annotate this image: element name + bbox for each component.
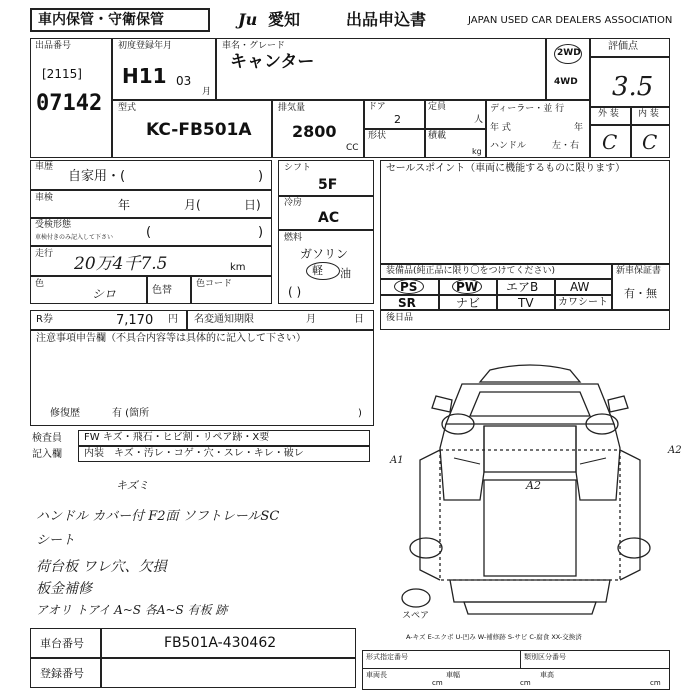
handle-label: ハンドル [490, 141, 527, 151]
form-title-en: JAPAN USED CAR DEALERS ASSOCIATION [468, 15, 673, 26]
vehicle-name-label: 車名・グレード [222, 41, 286, 51]
capacity-label: 定員 [428, 102, 447, 112]
diagram-mark-left: A1 [390, 455, 404, 466]
reg-number-divider [100, 658, 102, 688]
tax-amount: 7,170 [116, 313, 154, 328]
ac-label: 冷房 [284, 198, 303, 208]
sales-point-box [380, 160, 670, 264]
history-box [30, 160, 272, 190]
inspection-form-note: 車検付きのみ記入して下さい [35, 234, 114, 241]
rear-items-box [380, 310, 670, 330]
type-spec-label: 形式指定番号 [366, 653, 408, 661]
handle-options: 左・右 [552, 141, 580, 151]
cargo-bed [440, 450, 620, 580]
drive-4wd: 4WD [554, 77, 578, 87]
equipment-sr: SR [398, 296, 416, 310]
warranty-value: 有・無 [624, 287, 657, 300]
handwritten-line-2: ハンドル カバー付 F2面 ソフトレールSC [36, 509, 280, 524]
rating-divider-3 [630, 106, 632, 158]
specs-divider-h [364, 128, 486, 130]
registration-label: 初度登録年月 [118, 41, 173, 51]
repair-value: 有 (箇所 [112, 408, 150, 419]
mileage-label: 走行 [35, 249, 54, 259]
wheel-rear-left [410, 538, 442, 558]
width-label: 車幅 [446, 671, 460, 679]
displacement-label: 排気量 [278, 103, 306, 113]
inspector-row-2: キズ・汚レ・コゲ・穴・スレ・キレ・破レ [114, 448, 304, 459]
inspector-label-2: 記入欄 [32, 449, 62, 460]
color-label: 色 [35, 279, 45, 289]
rating-label: 評価点 [608, 41, 638, 52]
rating-divider [590, 56, 670, 58]
model-label: 型式 [118, 103, 137, 113]
shift-value: 5F [318, 177, 338, 193]
inspection-form-paren-open: ( [146, 225, 152, 240]
form-title: 出品申込書 [346, 10, 427, 29]
chassis-value: FB501A-430462 [164, 635, 277, 651]
notes-label: 注意事項申告欄（不具合内容等は具体的に記入して下さい） [36, 333, 306, 344]
equipment-pw: PW [456, 280, 479, 294]
diagram-pointer-left [454, 458, 480, 464]
length-label: 車両長 [366, 671, 387, 679]
warranty-label: 新車保証書 [616, 266, 662, 276]
color-value: シロ [92, 287, 117, 301]
chassis-label: 車台番号 [40, 637, 84, 650]
fuel-diesel-left: 軽 [312, 264, 323, 277]
width-unit: cm [520, 679, 531, 687]
rating-exterior: C [602, 130, 618, 154]
rating-score: 3.5 [612, 72, 654, 102]
rear-items-label: 後日品 [386, 313, 414, 323]
handwritten-line-5: 板金補修 [36, 581, 92, 597]
color-code-label: 色コード [196, 279, 233, 289]
handwritten-line-3: シート [36, 533, 76, 548]
inspection-box [30, 190, 272, 218]
inspection-day-unit: 日) [244, 198, 261, 212]
tax-label: R券 [36, 314, 53, 325]
height-label: 車高 [540, 671, 554, 679]
notice-day-unit: 日 [354, 314, 364, 325]
cab-roof [484, 426, 576, 472]
repair-close: ) [358, 408, 362, 419]
equipment-airbag: エアB [506, 280, 539, 294]
storage-box-label: 車内保管・守衛保管 [38, 12, 164, 28]
fuel-paren: ( ) [288, 285, 302, 299]
equipment-leather-seat: カワシート [558, 297, 608, 308]
color-box [30, 276, 272, 304]
registration-era-year: H11 [122, 64, 167, 88]
ac-value: AC [318, 210, 340, 226]
equipment-aw: AW [570, 280, 590, 294]
color-divider-2 [190, 276, 192, 304]
equipment-divider-v1 [438, 278, 440, 310]
inspection-form-label: 受検形態 [35, 220, 72, 230]
tax-unit: 円 [168, 314, 178, 325]
side-panel-right [620, 450, 640, 580]
cab-side-right [576, 424, 620, 500]
length-unit: cm [432, 679, 443, 687]
bottom-right-box [362, 650, 670, 690]
handwritten-line-6: アオリ トアイ A~S 各A~S 有板 跡 [36, 603, 228, 617]
cargo-floor [484, 480, 576, 576]
inspector-row-2-label: 内装 [84, 448, 104, 459]
fuel-gasoline: ガソリン [300, 247, 349, 261]
equipment-divider-v2 [496, 278, 498, 310]
dealer-year-unit: 年 [574, 123, 584, 133]
capacity-unit: 人 [474, 115, 484, 125]
displacement-unit: CC [346, 143, 359, 153]
history-close: ) [258, 169, 264, 184]
lot-sub-number: [2115] [42, 67, 82, 81]
load-unit: kg [472, 147, 482, 156]
mileage-unit: km [230, 262, 246, 273]
cab-side-left [440, 424, 484, 500]
windshield [470, 392, 590, 416]
tax-divider [186, 310, 188, 330]
inspection-label: 車検 [35, 193, 54, 203]
inspector-row-1: FW キズ・飛石・ヒビ割・リペア跡・X要 [84, 432, 270, 443]
equipment-label: 装備品(純正品に限り〇をつけてください) [386, 266, 556, 276]
rating-divider-4 [590, 124, 670, 126]
mileage-value: 20万4千7.5 [74, 254, 168, 274]
notes-box [30, 330, 374, 426]
shift-label: シフト [284, 163, 312, 173]
registration-month: 03 [176, 74, 192, 88]
rating-exterior-label: 外 装 [598, 109, 619, 119]
front-bumper [480, 365, 580, 382]
side-panel-left [420, 450, 440, 580]
load-label: 積載 [428, 131, 447, 141]
diagram-mark-center: A2 [526, 479, 541, 492]
inspection-year-unit: 年 [118, 198, 131, 212]
diagram-spare-label: スペア [402, 611, 430, 621]
equipment-divider-v3 [554, 278, 556, 310]
dealer-year-label: 年 式 [490, 123, 511, 133]
reg-number-label: 登録番号 [40, 667, 84, 680]
diagram-legend: A-キズ E-エクボ U-凹み W-補修跡 S-サビ C-腐食 XX-交換済 [406, 633, 582, 641]
fuel-diesel-right: 油 [340, 267, 351, 280]
rating-interior-label: 内 装 [638, 109, 659, 119]
history-value: 自家用・( [68, 169, 126, 184]
fuel-label: 燃料 [284, 233, 303, 243]
inspector-label-1: 検査員 [32, 433, 62, 444]
color-divider-1 [146, 276, 148, 304]
wheel-rear-right [618, 538, 650, 558]
drive-divider [545, 38, 547, 100]
drive-2wd: 2WD [557, 48, 581, 58]
bottom-right-divider-h [362, 668, 670, 669]
equipment-navi: ナビ [456, 296, 481, 310]
history-label: 車歴 [35, 162, 54, 172]
shape-label: 形状 [368, 131, 387, 141]
lot-number: 07142 [36, 91, 103, 116]
handwritten-line-4: 荷台板 ワレ穴、欠損 [36, 559, 167, 575]
inspection-month-unit: 月( [184, 198, 201, 212]
mirror-left [432, 396, 452, 412]
height-unit: cm [650, 679, 661, 687]
registration-month-unit: 月 [202, 87, 212, 97]
color-change-label: 色替 [152, 285, 172, 296]
handwritten-line-1: キズミ [116, 479, 149, 492]
equipment-tv: TV [518, 296, 534, 310]
displacement-value: 2800 [292, 122, 337, 141]
ju-logo-mark: Ju [238, 10, 258, 29]
diagram-mark-right: A2 [668, 445, 682, 456]
doors-label: ドア [368, 102, 386, 112]
model-value: KC-FB501A [146, 120, 252, 140]
inspection-form-paren-close: ) [258, 225, 264, 240]
ju-logo-text: 愛知 [268, 10, 301, 29]
lot-label: 出品番号 [35, 41, 72, 51]
rating-interior: C [642, 130, 658, 154]
notice-month-unit: 月 [306, 314, 316, 325]
dealer-parallel-label: ディーラー・並 行 [490, 104, 565, 114]
diagram-pointer-right [580, 458, 606, 464]
doors-value: 2 [394, 113, 401, 126]
repair-label: 修復歴 [50, 408, 80, 419]
class-number-label: 類別区分番号 [524, 653, 566, 661]
chassis-divider [100, 628, 102, 658]
mirror-right [608, 396, 628, 412]
rear-bumper [464, 602, 596, 614]
equipment-ps: PS [400, 280, 418, 294]
notice-label: 名変通知期限 [194, 314, 254, 325]
rear-frame [450, 580, 610, 602]
vehicle-name: キャンター [230, 52, 315, 72]
spare-tire [402, 589, 430, 607]
bottom-right-divider-v [520, 650, 521, 668]
sales-point-label: セールスポイント（車両に機能するものに限ります） [386, 163, 626, 174]
